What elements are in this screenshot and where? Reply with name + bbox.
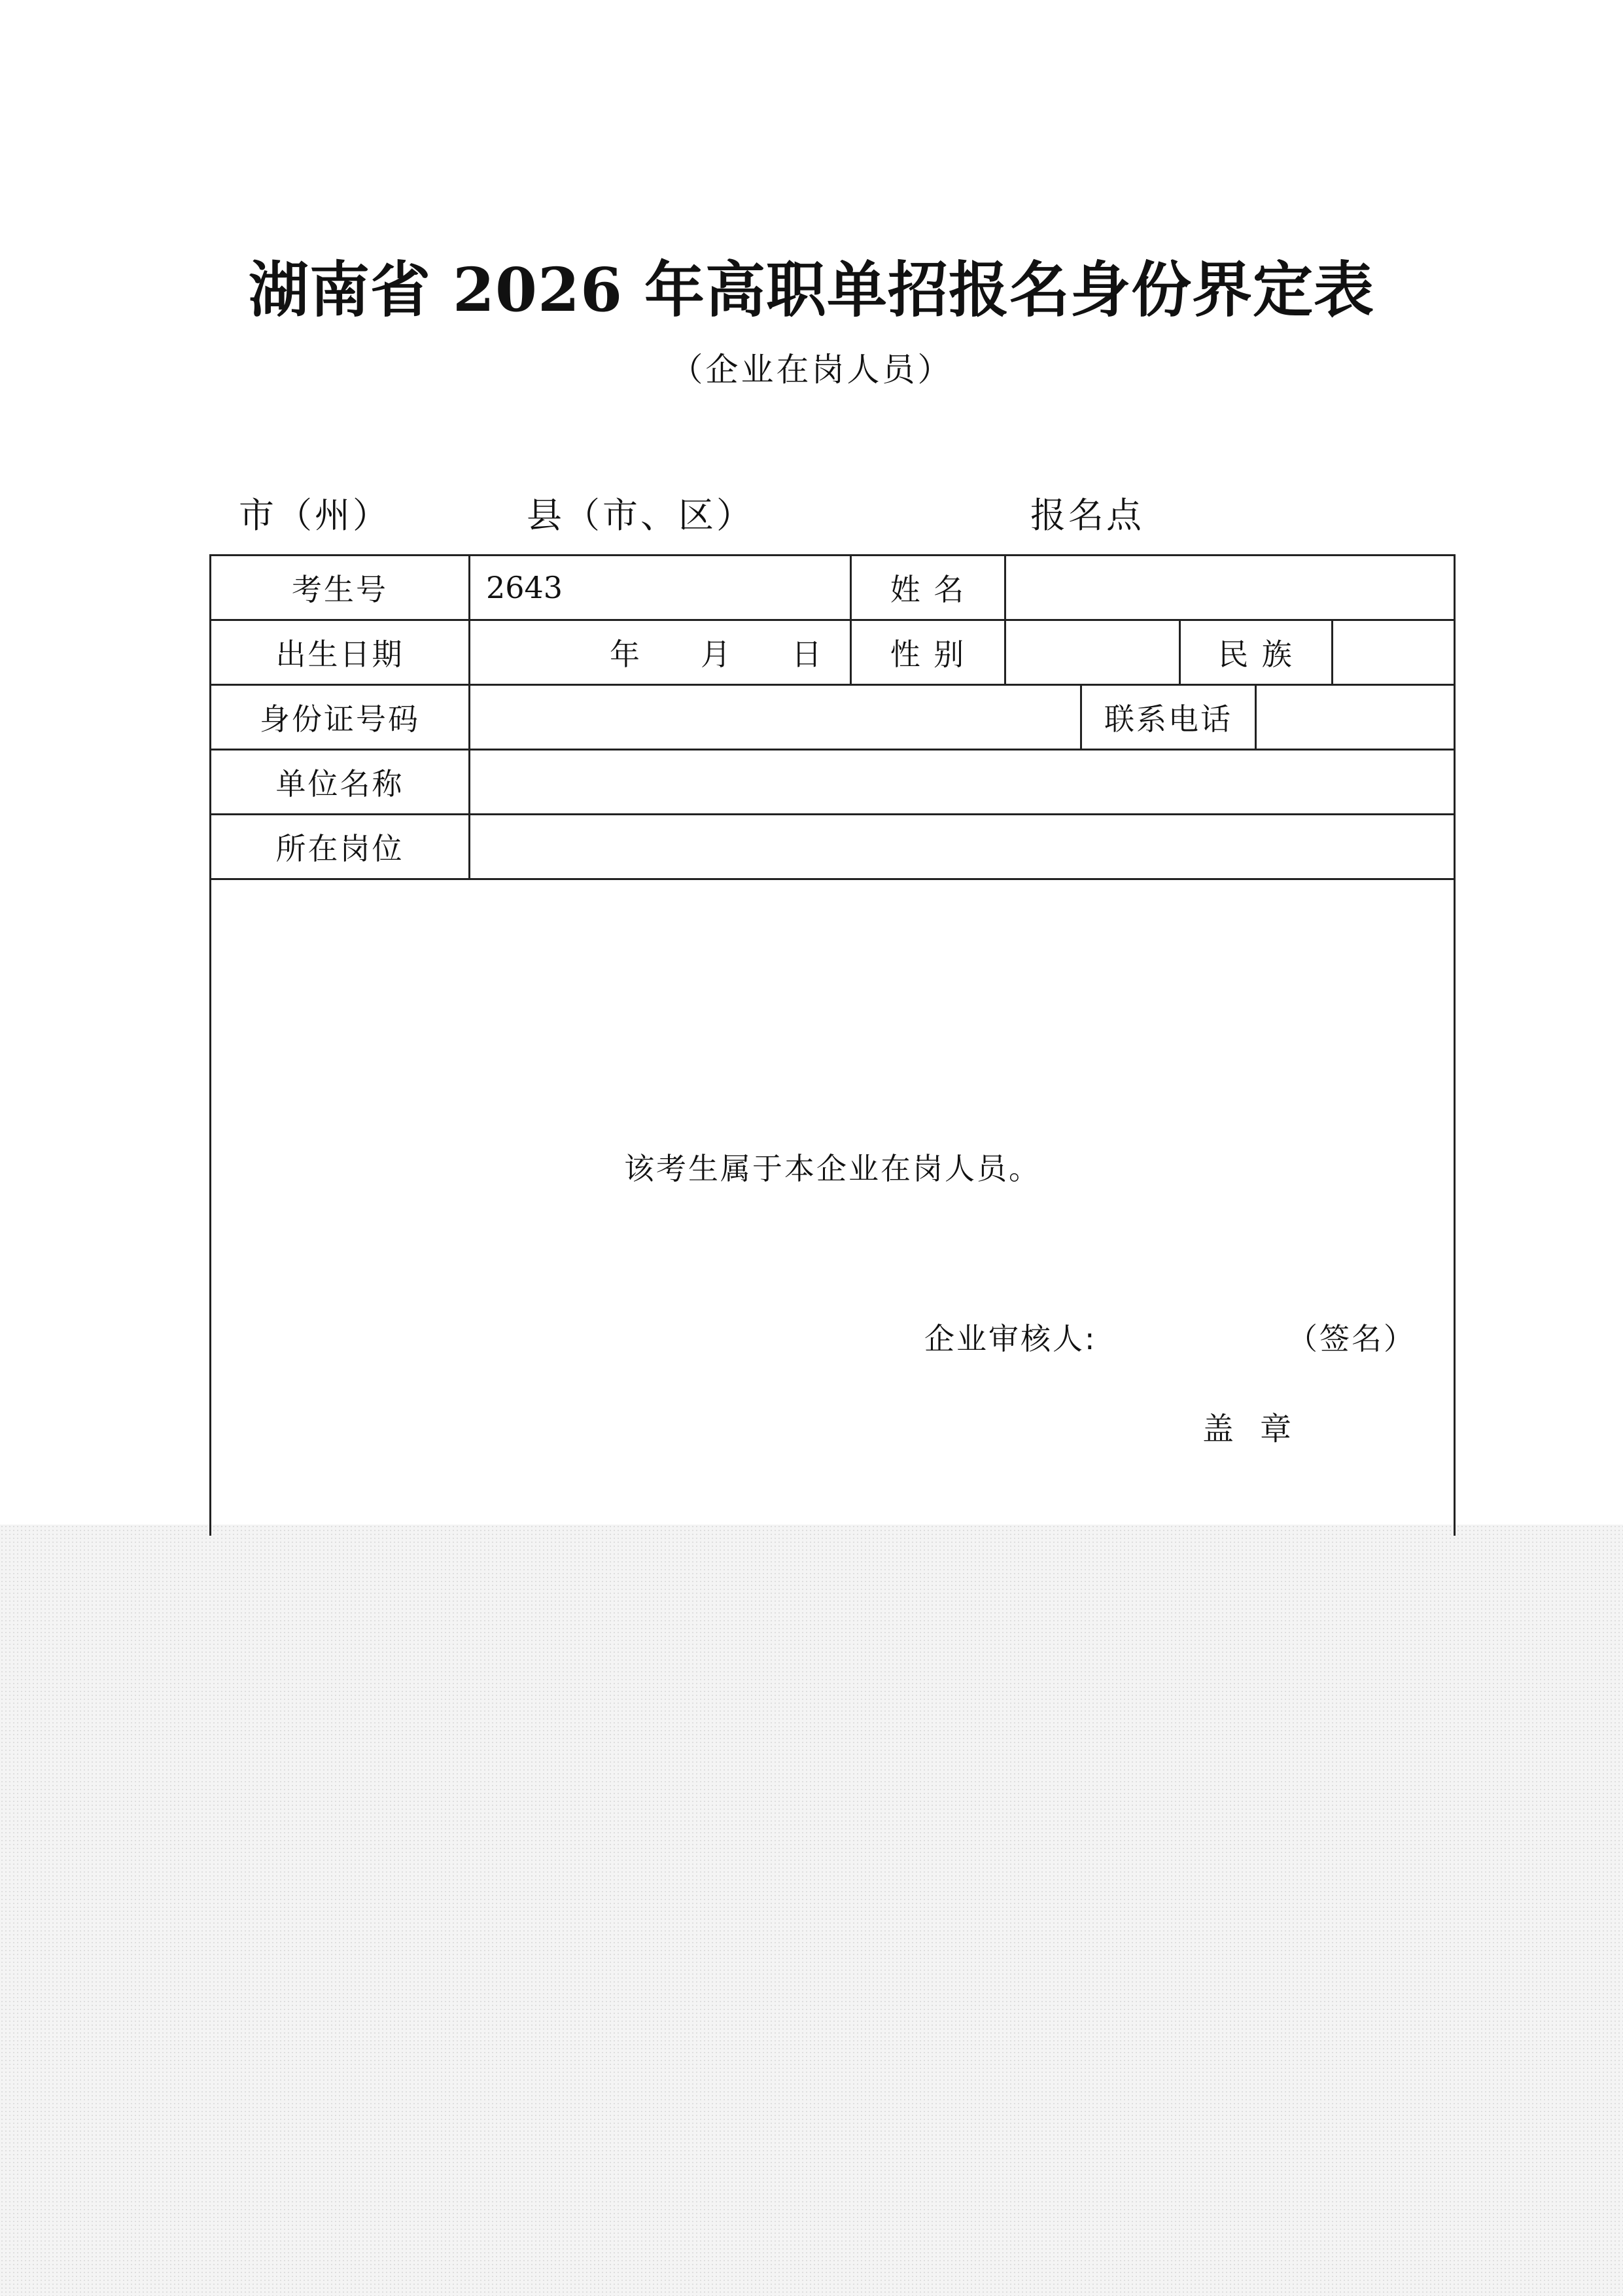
county-label: 县（市、区） bbox=[527, 495, 754, 536]
form-row-id bbox=[211, 686, 1454, 751]
scan-background-pattern bbox=[0, 1525, 1623, 2296]
gender-label: 性 别 bbox=[850, 621, 1004, 684]
site-label: 报名点 bbox=[1030, 495, 1144, 536]
birth-year-label: 年 bbox=[610, 637, 642, 672]
id-number-value[interactable] bbox=[468, 686, 1080, 749]
signature-note: （签名） bbox=[1287, 1321, 1416, 1356]
form-row-post bbox=[211, 815, 1454, 880]
post-label: 所在岗位 bbox=[275, 831, 404, 866]
name-label: 姓 名 bbox=[850, 556, 1004, 619]
form-row-birth bbox=[211, 621, 1454, 686]
exam-no-value[interactable]: 2643 bbox=[468, 556, 850, 619]
seal-label: 盖章 bbox=[1202, 1411, 1318, 1447]
reviewer-label: 企业审核人: bbox=[924, 1321, 1097, 1356]
form-row-exam-no bbox=[211, 556, 1454, 621]
birth-day-label: 日 bbox=[792, 637, 824, 672]
id-number-label: 身份证号码 bbox=[260, 701, 420, 737]
post-value[interactable] bbox=[468, 815, 1454, 878]
name-value[interactable] bbox=[1004, 556, 1454, 619]
birth-month-label: 月 bbox=[701, 637, 733, 672]
unit-name-label: 单位名称 bbox=[275, 766, 404, 802]
document-subtitle: （企业在岗人员） bbox=[670, 351, 953, 389]
unit-name-value[interactable] bbox=[468, 751, 1454, 813]
phone-value[interactable] bbox=[1255, 686, 1454, 749]
ethnicity-label: 民 族 bbox=[1179, 621, 1331, 684]
ethnicity-value[interactable] bbox=[1331, 621, 1454, 684]
phone-label: 联系电话 bbox=[1080, 686, 1255, 749]
employment-statement: 该考生属于本企业在岗人员。 bbox=[624, 1151, 1041, 1186]
exam-no-label: 考生号 bbox=[292, 572, 388, 607]
identity-form-table bbox=[209, 554, 1456, 1536]
birth-date-label: 出生日期 bbox=[275, 637, 404, 672]
form-row-unit bbox=[211, 751, 1454, 815]
city-label: 市（州） bbox=[239, 495, 391, 536]
birth-date-value[interactable] bbox=[468, 621, 850, 684]
gender-value[interactable] bbox=[1004, 621, 1179, 684]
document-title: 湖南省 2026 年高职单招报名身份界定表 bbox=[248, 255, 1375, 325]
